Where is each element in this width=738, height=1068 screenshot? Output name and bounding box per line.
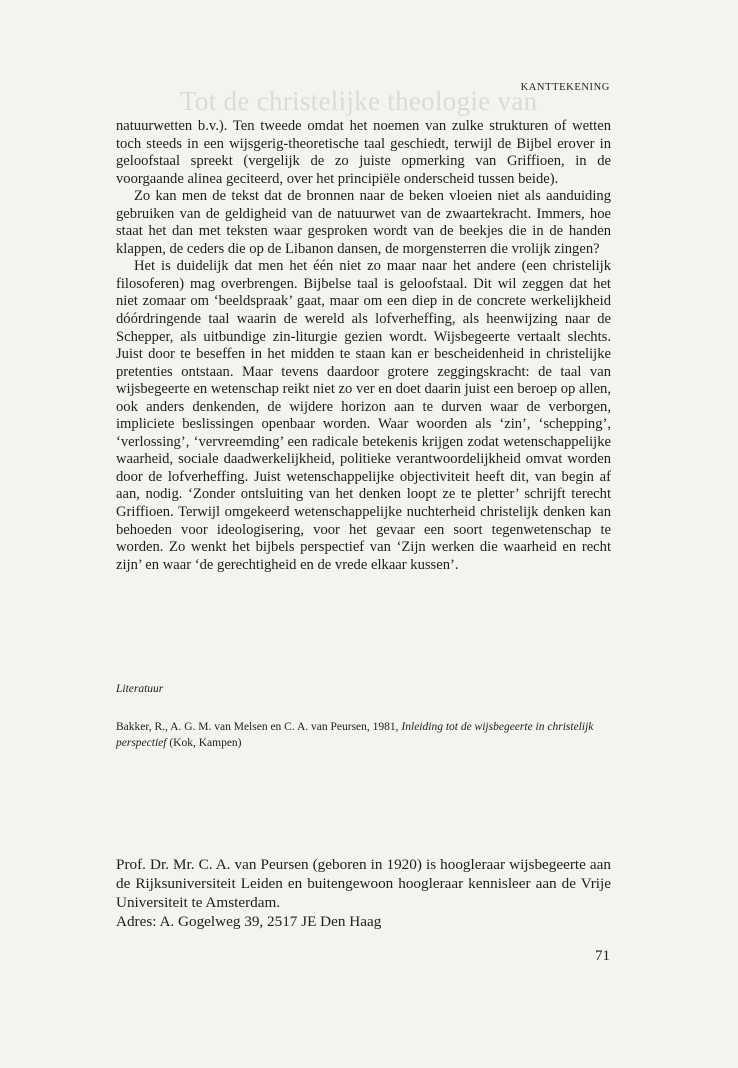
page-number: 71 bbox=[595, 948, 610, 964]
author-bio bbox=[116, 855, 611, 931]
reference-title: Inleiding tot de wijsbegeerte in christelijk perspectief bbox=[116, 721, 594, 749]
bleed-through-title: Tot de christelijke theologie van bbox=[180, 86, 538, 116]
reference-publisher: (Kok, Kampen) bbox=[166, 737, 242, 749]
body-paragraph-2: Zo kan men de tekst dat de bronnen naar de beken vloeien niet als aanduiding gebruiken van de geldigheid van de natuurwet van de zwaartekracht. Immers, hoe staat het dan met teksten waar gesproken wordt van de beekjes die in de handen klappen, de ceders die op de Libanon dansen, de morgensterren die vrolijk zingen? bbox=[116, 188, 611, 257]
reference-authors: Bakker, R., A. G. M. van Melsen en C. A. van Peursen, 1981, bbox=[116, 721, 402, 733]
author-bio-text: Prof. Dr. Mr. C. A. van Peursen (geboren in 1920) is hoogleraar wijsbegeerte aan de Rijksuniversiteit Leiden en buitengewoon hoogleraar kennisleer aan de Vrije Universiteit te Amsterdam. bbox=[116, 856, 611, 911]
author-address: Adres: A. Gogelweg 39, 2517 JE Den Haag bbox=[116, 913, 382, 930]
article-body bbox=[116, 118, 611, 574]
running-header: KANTTEKENING bbox=[520, 82, 610, 93]
body-paragraph-3: Het is duidelijk dat men het één niet zo maar naar het andere (een christelijk filosoferen) mag overbrengen. Bijbelse taal is geloofstaal. Dit wil zeggen dat het niet zomaar om ‘beeldspraak’ gaat, maar om een diep in de concrete werkelijkheid dóórdringende taal waarin de wereld als lofverheffing, als heenwijzing naar de Schepper, als uitbundige zin-liturgie gezien wordt. Wijsbegeerte vertaalt slechts. Juist door te beseffen in het midden te staan kan er bescheidenheid in christelijke pretenties ontstaan. Maar tevens daardoor grotere zeggingskracht: de taal van wijsbegeerte en wetenschap reikt niet zo ver en doet daarin juist een beroep op allen, ook anders denkenden, de wijdere horizon aan te durven waar de verborgen, impliciete beslissingen openbaar worden. Waar woorden als ‘zin’, ‘schepping’, ‘verlossing’, ‘vervreemding’ een radicale betekenis krijgen zodat wetenschappelijke waarheid, sociale daadwerkelijkheid, politieke verantwoordelijkheid omvat worden door de lofverheffing. Juist wetenschappelijke objectiviteit heeft dit, van begin af aan, nodig. ‘Zonder ontsluiting van het denken loopt ze te pletter’ schrijft terecht Griffioen. Terwijl omgekeerd wetenschappelijke nuchterheid christelijk denken kan behoeden voor ideologisering, voor het gevaar een soort tegenwetenschap te worden. Zo wenkt het bijbels perspectief van ‘Zijn werken die waarheid en recht zijn’ en waar ‘de gerechtigheid en de vrede elkaar kussen’. bbox=[116, 258, 611, 573]
reference-entry bbox=[116, 719, 611, 751]
literature-heading: Literatuur bbox=[116, 683, 164, 695]
body-paragraph-1: natuurwetten b.v.). Ten tweede omdat het noemen van zulke strukturen of wetten toch steeds in een wijsgerig-theoretische taal geschiedt, terwijl de Bijbel erover in geloofstaal spreekt (vergelijk de zo juiste opmerking van Griffioen, in de voorgaande alinea geciteerd, over het principiële onderscheid tussen beide). bbox=[116, 118, 611, 187]
